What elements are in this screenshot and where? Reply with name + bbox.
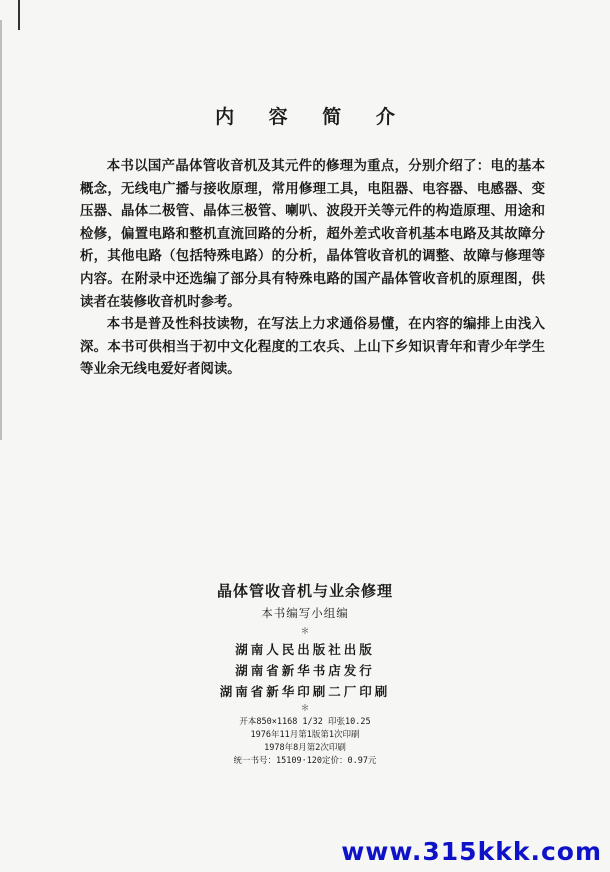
- intro-section: [80, 155, 545, 381]
- spec-first-printing: 1976年11月第1版第1次印刷: [250, 730, 360, 740]
- colophon: [180, 580, 430, 768]
- publisher-line: 湖南人民出版社出版: [235, 642, 375, 657]
- spec-second-printing: 1978年8月第2次印刷: [264, 743, 346, 753]
- intro-paragraph-2: 本书是普及性科技读物，在写法上力求通俗易懂，在内容的编排上由浅入深。本书可供相当于初中文化程度的工农兵、上山下乡知识青年和青少年学生等业余无线电爱好者阅读。: [80, 316, 545, 378]
- watermark-url: www.315kkk.com: [341, 837, 602, 866]
- editor-line: 本书编写小组编: [261, 606, 349, 620]
- scan-edge-mark: [0, 20, 2, 440]
- scan-mark: [18, 0, 20, 30]
- printer-line: 湖南省新华印刷二厂印刷: [219, 684, 391, 699]
- book-title: 晶体管收音机与业余修理: [216, 582, 393, 600]
- separator-star: ＊: [300, 627, 310, 637]
- separator-star-2: ＊: [300, 704, 310, 714]
- intro-paragraph-1: 本书以国产晶体管收音机及其元件的修理为重点，分别介绍了：电的基本概念，无线电广播与接收原理，常用修理工具，电阻器、电容器、电感器、变压器、晶体二极管、晶体三极管、喇叭、波段开关等元件的构造原理、用途和检修，偏置电路和整机直流回路的分析，超外差式收音机基本电路及其故障分析，其他电路（包括特殊电路）的分析，晶体管收音机的调整、故障与修理等内容。在附录中还选编了部分具有特殊电路的国产晶体管收音机的原理图，供读者在装修收音机时参考。: [80, 158, 545, 310]
- spec-book-number-price: 统一书号：15109·120定价：0.97元: [233, 756, 377, 766]
- distributor-line: 湖南省新华书店发行: [235, 663, 375, 678]
- page-title: 内 容 简 介: [215, 106, 409, 128]
- spec-format: 开本850×1168 1/32 印张10.25: [239, 717, 371, 727]
